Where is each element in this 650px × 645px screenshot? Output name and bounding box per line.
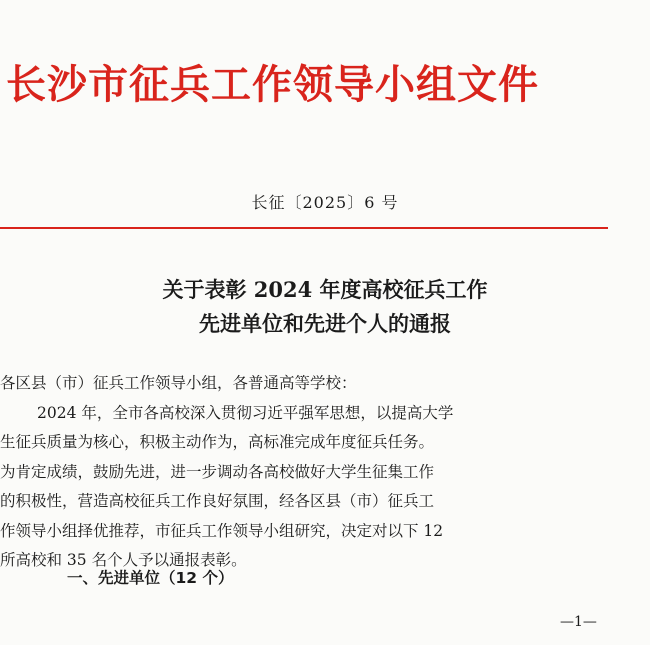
notice-title-line-1: 关于表彰 2024 年度高校征兵工作 bbox=[162, 277, 488, 302]
notice-body bbox=[0, 369, 630, 576]
salutation: 各区县（市）征兵工作领导小组，各普通高等学校： bbox=[0, 374, 357, 392]
page-number: —1— bbox=[560, 614, 597, 630]
paragraph-line: 2024 年，全市各高校深入贯彻习近平强军思想，以提高大学 bbox=[37, 403, 454, 422]
notice-title bbox=[0, 273, 650, 341]
paragraph-line: 的积极性，营造高校征兵工作良好氛围，经各区县（市）征兵工 bbox=[0, 492, 435, 510]
document-number: 长征〔2025〕6 号 bbox=[251, 193, 399, 212]
paragraph-line: 所高校和 35 名个人予以通报表彰。 bbox=[0, 551, 247, 569]
document-header-title: 长沙市征兵工作领导小组文件 bbox=[6, 62, 539, 108]
paragraph-line: 作领导小组择优推荐，市征兵工作领导小组研究，决定对以下 12 bbox=[0, 521, 444, 540]
paragraph-line: 生征兵质量为核心，积极主动作为，高标准完成年度征兵任务。 bbox=[0, 433, 435, 451]
section-heading: 一、先进单位（12 个） bbox=[67, 569, 234, 587]
notice-title-line-2: 先进单位和先进个人的通报 bbox=[199, 311, 451, 336]
paragraph-line: 为肯定成绩，鼓励先进，进一步调动各高校做好大学生征集工作 bbox=[0, 462, 435, 481]
red-divider-line bbox=[0, 227, 608, 229]
